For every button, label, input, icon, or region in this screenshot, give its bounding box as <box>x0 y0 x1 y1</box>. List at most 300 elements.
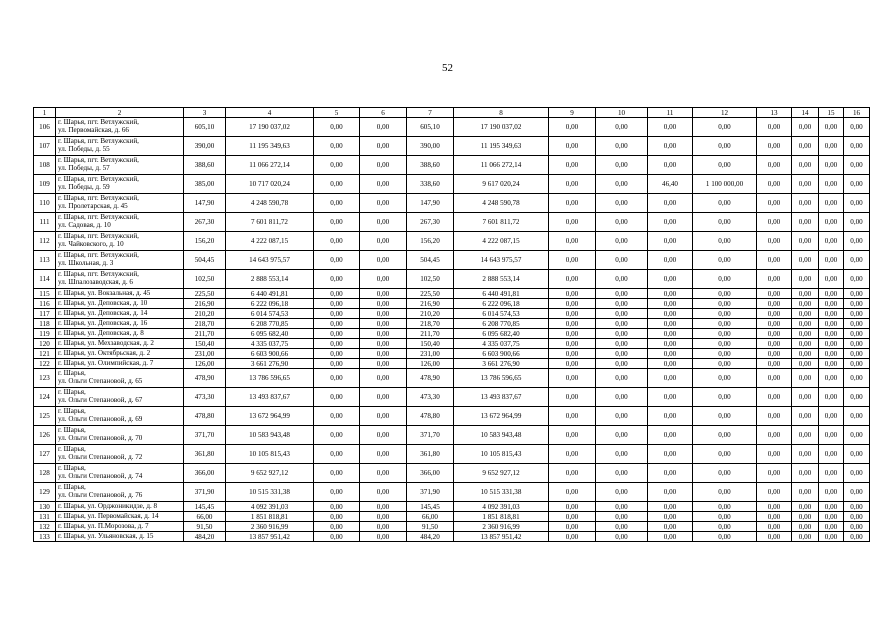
value-cell: 0,00 <box>549 532 596 542</box>
address-line: г. Шарья, пгт. Ветлужский, <box>58 194 139 203</box>
value-cell: 473,30 <box>407 388 454 407</box>
table-row <box>34 213 870 232</box>
address-line: г. Шарья, ул. Вокзальная, д. 45 <box>58 288 151 297</box>
value-cell: 0,00 <box>844 339 870 349</box>
value-cell: 0,00 <box>549 213 596 232</box>
value-cell: 0,00 <box>819 407 844 426</box>
header-cell: 9 <box>549 108 596 118</box>
value-cell: 0,00 <box>693 388 757 407</box>
value-cell: 0,00 <box>757 309 792 319</box>
value-cell: 46,40 <box>648 175 693 194</box>
value-cell: 7 601 811,72 <box>454 213 549 232</box>
value-cell: 0,00 <box>596 118 648 137</box>
value-cell: 0,00 <box>844 118 870 137</box>
value-cell: 0,00 <box>844 512 870 522</box>
value-cell: 0,00 <box>360 156 407 175</box>
address-cell <box>56 512 184 522</box>
address-line: г. Шарья, пгт. Ветлужский, <box>58 251 139 260</box>
value-cell: 150,40 <box>407 339 454 349</box>
value-cell: 0,00 <box>693 359 757 369</box>
address-cell <box>56 270 184 289</box>
value-cell: 0,00 <box>549 369 596 388</box>
value-cell: 13 786 596,65 <box>454 369 549 388</box>
value-cell: 0,00 <box>693 522 757 532</box>
value-cell: 0,00 <box>360 319 407 329</box>
value-cell: 13 672 964,99 <box>454 407 549 426</box>
value-cell: 0,00 <box>844 251 870 270</box>
row-number-cell: 123 <box>34 369 56 388</box>
value-cell: 0,00 <box>314 175 360 194</box>
value-cell: 0,00 <box>792 194 819 213</box>
value-cell: 126,00 <box>184 359 226 369</box>
value-cell: 0,00 <box>819 329 844 339</box>
address-cell <box>56 319 184 329</box>
value-cell: 0,00 <box>314 522 360 532</box>
value-cell: 361,80 <box>407 445 454 464</box>
value-cell: 0,00 <box>648 339 693 349</box>
value-cell: 0,00 <box>648 299 693 309</box>
value-cell: 2 360 916,99 <box>226 522 314 532</box>
address-cell <box>56 329 184 339</box>
value-cell: 0,00 <box>596 349 648 359</box>
value-cell: 0,00 <box>844 213 870 232</box>
value-cell: 0,00 <box>596 232 648 251</box>
row-number-cell: 130 <box>34 502 56 512</box>
value-cell: 0,00 <box>819 213 844 232</box>
value-cell: 484,20 <box>407 532 454 542</box>
value-cell: 0,00 <box>693 349 757 359</box>
value-cell: 0,00 <box>549 232 596 251</box>
row-number-cell: 120 <box>34 339 56 349</box>
value-cell: 371,70 <box>184 426 226 445</box>
value-cell: 6 440 491,81 <box>454 289 549 299</box>
table-row <box>34 349 870 359</box>
value-cell: 0,00 <box>596 388 648 407</box>
value-cell: 0,00 <box>360 175 407 194</box>
value-cell: 0,00 <box>648 137 693 156</box>
address-cell <box>56 349 184 359</box>
value-cell: 0,00 <box>314 464 360 483</box>
address-cell <box>56 388 184 407</box>
value-cell: 0,00 <box>596 270 648 289</box>
value-cell: 0,00 <box>819 502 844 512</box>
value-cell: 0,00 <box>549 329 596 339</box>
table-row <box>34 156 870 175</box>
table-row <box>34 232 870 251</box>
value-cell: 10 717 020,24 <box>226 175 314 194</box>
value-cell: 0,00 <box>549 464 596 483</box>
row-number-cell: 132 <box>34 522 56 532</box>
value-cell: 0,00 <box>792 339 819 349</box>
value-cell: 0,00 <box>819 445 844 464</box>
value-cell: 11 195 349,63 <box>454 137 549 156</box>
value-cell: 0,00 <box>314 329 360 339</box>
value-cell: 267,30 <box>184 213 226 232</box>
value-cell: 0,00 <box>844 464 870 483</box>
value-cell: 0,00 <box>844 445 870 464</box>
value-cell: 10 515 331,38 <box>226 483 314 502</box>
value-cell: 231,00 <box>184 349 226 359</box>
value-cell: 0,00 <box>549 137 596 156</box>
value-cell: 6 603 900,66 <box>454 349 549 359</box>
address-line: ул. Победы, д. 57 <box>58 164 110 172</box>
address-line: ул. Шпалозаводская, д. 6 <box>58 278 133 286</box>
address-line: ул. Ольги Степановой, д. 72 <box>58 453 143 461</box>
value-cell: 0,00 <box>360 251 407 270</box>
value-cell: 504,45 <box>184 251 226 270</box>
value-cell: 0,00 <box>596 359 648 369</box>
header-cell: 10 <box>596 108 648 118</box>
value-cell: 0,00 <box>549 388 596 407</box>
value-cell: 504,45 <box>407 251 454 270</box>
value-cell: 0,00 <box>360 369 407 388</box>
value-cell: 147,90 <box>184 194 226 213</box>
value-cell: 0,00 <box>757 359 792 369</box>
value-cell: 0,00 <box>819 156 844 175</box>
value-cell: 0,00 <box>314 299 360 309</box>
value-cell: 0,00 <box>792 349 819 359</box>
address-line: г. Шарья, пгт. Ветлужский, <box>58 175 139 184</box>
address-cell <box>56 483 184 502</box>
value-cell: 0,00 <box>648 369 693 388</box>
value-cell: 0,00 <box>792 532 819 542</box>
value-cell: 0,00 <box>844 522 870 532</box>
address-line: ул. Ольги Степановой, д. 70 <box>58 434 143 442</box>
value-cell: 0,00 <box>757 270 792 289</box>
row-number-cell: 109 <box>34 175 56 194</box>
value-cell: 0,00 <box>792 309 819 319</box>
value-cell: 0,00 <box>314 532 360 542</box>
value-cell: 0,00 <box>314 156 360 175</box>
value-cell: 0,00 <box>360 445 407 464</box>
value-cell: 0,00 <box>648 289 693 299</box>
value-cell: 0,00 <box>549 349 596 359</box>
header-row <box>34 108 870 118</box>
value-cell: 484,20 <box>184 532 226 542</box>
value-cell: 0,00 <box>693 299 757 309</box>
table-row <box>34 118 870 137</box>
value-cell: 0,00 <box>693 137 757 156</box>
value-cell: 0,00 <box>844 359 870 369</box>
value-cell: 0,00 <box>819 299 844 309</box>
value-cell: 478,90 <box>184 369 226 388</box>
table-row <box>34 309 870 319</box>
value-cell: 0,00 <box>549 445 596 464</box>
address-cell <box>56 532 184 542</box>
value-cell: 1 100 000,00 <box>693 175 757 194</box>
value-cell: 0,00 <box>549 194 596 213</box>
value-cell: 6 095 682,40 <box>454 329 549 339</box>
address-cell <box>56 251 184 270</box>
value-cell: 225,50 <box>407 289 454 299</box>
value-cell: 0,00 <box>792 426 819 445</box>
address-line: г. Шарья, <box>58 426 86 435</box>
row-number-cell: 107 <box>34 137 56 156</box>
value-cell: 0,00 <box>757 213 792 232</box>
value-cell: 6 095 682,40 <box>226 329 314 339</box>
value-cell: 10 105 815,43 <box>226 445 314 464</box>
table-row <box>34 194 870 213</box>
table-row <box>34 522 870 532</box>
value-cell: 366,00 <box>407 464 454 483</box>
address-line: г. Шарья, пгт. Ветлужский, <box>58 118 139 127</box>
row-number-cell: 116 <box>34 299 56 309</box>
value-cell: 13 672 964,99 <box>226 407 314 426</box>
value-cell: 13 857 951,42 <box>454 532 549 542</box>
value-cell: 0,00 <box>757 512 792 522</box>
header-cell: 3 <box>184 108 226 118</box>
value-cell: 0,00 <box>757 137 792 156</box>
header-cell: 11 <box>648 108 693 118</box>
value-cell: 0,00 <box>792 329 819 339</box>
value-cell: 0,00 <box>693 426 757 445</box>
value-cell: 0,00 <box>596 369 648 388</box>
value-cell: 0,00 <box>819 483 844 502</box>
address-cell <box>56 156 184 175</box>
value-cell: 0,00 <box>360 359 407 369</box>
value-cell: 0,00 <box>844 309 870 319</box>
value-cell: 0,00 <box>693 464 757 483</box>
value-cell: 6 014 574,53 <box>226 309 314 319</box>
value-cell: 0,00 <box>314 445 360 464</box>
row-number-cell: 106 <box>34 118 56 137</box>
value-cell: 4 248 590,78 <box>226 194 314 213</box>
value-cell: 6 603 900,66 <box>226 349 314 359</box>
value-cell: 478,90 <box>407 369 454 388</box>
value-cell: 0,00 <box>549 175 596 194</box>
address-cell <box>56 118 184 137</box>
page-number: 52 <box>442 62 453 74</box>
address-line: ул. Школьная, д. 3 <box>58 259 114 267</box>
value-cell: 0,00 <box>314 369 360 388</box>
row-number-cell: 108 <box>34 156 56 175</box>
value-cell: 0,00 <box>549 359 596 369</box>
value-cell: 0,00 <box>693 118 757 137</box>
value-cell: 7 601 811,72 <box>226 213 314 232</box>
value-cell: 4 335 037,75 <box>454 339 549 349</box>
value-cell: 4 248 590,78 <box>454 194 549 213</box>
value-cell: 0,00 <box>360 522 407 532</box>
row-number-cell: 122 <box>34 359 56 369</box>
value-cell: 0,00 <box>819 349 844 359</box>
value-cell: 17 190 037,02 <box>226 118 314 137</box>
row-number-cell: 110 <box>34 194 56 213</box>
value-cell: 0,00 <box>757 118 792 137</box>
value-cell: 0,00 <box>360 426 407 445</box>
value-cell: 0,00 <box>314 359 360 369</box>
table-row <box>34 502 870 512</box>
value-cell: 0,00 <box>314 483 360 502</box>
value-cell: 0,00 <box>648 319 693 329</box>
value-cell: 0,00 <box>819 289 844 299</box>
value-cell: 0,00 <box>314 309 360 319</box>
value-cell: 371,90 <box>407 483 454 502</box>
value-cell: 0,00 <box>314 194 360 213</box>
address-line: г. Шарья, ул. Деповская, д. 14 <box>58 308 148 317</box>
value-cell: 0,00 <box>596 156 648 175</box>
value-cell: 126,00 <box>407 359 454 369</box>
value-cell: 0,00 <box>757 175 792 194</box>
value-cell: 361,80 <box>184 445 226 464</box>
value-cell: 0,00 <box>757 156 792 175</box>
address-line: г. Шарья, <box>58 388 86 397</box>
value-cell: 0,00 <box>596 522 648 532</box>
header-cell: 7 <box>407 108 454 118</box>
value-cell: 0,00 <box>360 512 407 522</box>
row-number-cell: 111 <box>34 213 56 232</box>
value-cell: 371,90 <box>184 483 226 502</box>
row-number-cell: 131 <box>34 512 56 522</box>
value-cell: 0,00 <box>792 289 819 299</box>
value-cell: 0,00 <box>596 512 648 522</box>
value-cell: 91,50 <box>184 522 226 532</box>
value-cell: 3 661 276,90 <box>226 359 314 369</box>
value-cell: 0,00 <box>648 483 693 502</box>
header-cell: 13 <box>757 108 792 118</box>
value-cell: 478,80 <box>184 407 226 426</box>
value-cell: 0,00 <box>844 407 870 426</box>
value-cell: 0,00 <box>648 388 693 407</box>
value-cell: 0,00 <box>648 156 693 175</box>
value-cell: 0,00 <box>819 522 844 532</box>
value-cell: 0,00 <box>844 232 870 251</box>
value-cell: 338,60 <box>407 175 454 194</box>
value-cell: 0,00 <box>314 502 360 512</box>
value-cell: 0,00 <box>792 118 819 137</box>
address-line: г. Шарья, пгт. Ветлужский, <box>58 213 139 222</box>
table-row <box>34 251 870 270</box>
value-cell: 91,50 <box>407 522 454 532</box>
value-cell: 0,00 <box>844 483 870 502</box>
value-cell: 13 493 837,67 <box>226 388 314 407</box>
value-cell: 0,00 <box>360 118 407 137</box>
value-cell: 0,00 <box>596 299 648 309</box>
value-cell: 0,00 <box>792 512 819 522</box>
address-line: г. Шарья, ул. Октябрьская, д. 2 <box>58 348 151 357</box>
row-number-cell: 117 <box>34 309 56 319</box>
value-cell: 145,45 <box>407 502 454 512</box>
value-cell: 0,00 <box>819 369 844 388</box>
value-cell: 0,00 <box>757 299 792 309</box>
header-cell: 1 <box>34 108 56 118</box>
table-row <box>34 532 870 542</box>
value-cell: 210,20 <box>407 309 454 319</box>
value-cell: 0,00 <box>549 289 596 299</box>
value-cell: 4 222 087,15 <box>226 232 314 251</box>
value-cell: 0,00 <box>360 502 407 512</box>
value-cell: 231,00 <box>407 349 454 359</box>
value-cell: 0,00 <box>819 270 844 289</box>
address-line: г. Шарья, ул. Ульяновская, д. 15 <box>58 531 154 540</box>
value-cell: 66,00 <box>407 512 454 522</box>
value-cell: 0,00 <box>792 299 819 309</box>
value-cell: 0,00 <box>844 175 870 194</box>
value-cell: 0,00 <box>693 339 757 349</box>
value-cell: 10 105 815,43 <box>454 445 549 464</box>
value-cell: 0,00 <box>596 407 648 426</box>
value-cell: 0,00 <box>648 329 693 339</box>
value-cell: 0,00 <box>314 232 360 251</box>
value-cell: 473,30 <box>184 388 226 407</box>
table-row <box>34 319 870 329</box>
value-cell: 218,70 <box>184 319 226 329</box>
value-cell: 0,00 <box>549 299 596 309</box>
address-line: ул. Первомайская, д. 66 <box>58 126 129 134</box>
value-cell: 9 652 927,12 <box>226 464 314 483</box>
value-cell: 0,00 <box>549 270 596 289</box>
value-cell: 388,60 <box>184 156 226 175</box>
address-line: г. Шарья, пгт. Ветлужский, <box>58 232 139 241</box>
value-cell: 0,00 <box>596 329 648 339</box>
value-cell: 0,00 <box>819 309 844 319</box>
value-cell: 147,90 <box>407 194 454 213</box>
value-cell: 0,00 <box>693 483 757 502</box>
value-cell: 0,00 <box>757 522 792 532</box>
address-line: ул. Чайковского, д. 10 <box>58 240 124 248</box>
address-cell <box>56 522 184 532</box>
value-cell: 0,00 <box>792 232 819 251</box>
address-cell <box>56 464 184 483</box>
value-cell: 218,70 <box>407 319 454 329</box>
value-cell: 0,00 <box>596 213 648 232</box>
value-cell: 0,00 <box>819 194 844 213</box>
value-cell: 0,00 <box>360 232 407 251</box>
value-cell: 0,00 <box>596 251 648 270</box>
value-cell: 0,00 <box>596 464 648 483</box>
address-line: г. Шарья, <box>58 464 86 473</box>
value-cell: 0,00 <box>757 407 792 426</box>
row-number-cell: 127 <box>34 445 56 464</box>
value-cell: 0,00 <box>648 194 693 213</box>
address-cell <box>56 137 184 156</box>
value-cell: 0,00 <box>819 426 844 445</box>
address-cell <box>56 407 184 426</box>
value-cell: 0,00 <box>549 522 596 532</box>
value-cell: 0,00 <box>819 137 844 156</box>
value-cell: 0,00 <box>757 464 792 483</box>
value-cell: 0,00 <box>693 232 757 251</box>
value-cell: 0,00 <box>596 445 648 464</box>
value-cell: 0,00 <box>549 407 596 426</box>
address-cell <box>56 309 184 319</box>
value-cell: 0,00 <box>844 349 870 359</box>
row-number-cell: 113 <box>34 251 56 270</box>
address-line: г. Шарья, ул. Олимпийская, д. 7 <box>58 358 154 367</box>
value-cell: 0,00 <box>314 388 360 407</box>
value-cell: 0,00 <box>596 289 648 299</box>
value-cell: 0,00 <box>693 329 757 339</box>
value-cell: 0,00 <box>844 289 870 299</box>
address-line: ул. Победы, д. 59 <box>58 183 110 191</box>
value-cell: 0,00 <box>596 194 648 213</box>
value-cell: 0,00 <box>360 137 407 156</box>
value-cell: 13 493 837,67 <box>454 388 549 407</box>
header-cell: 14 <box>792 108 819 118</box>
value-cell: 0,00 <box>757 319 792 329</box>
value-cell: 0,00 <box>648 464 693 483</box>
value-cell: 0,00 <box>314 339 360 349</box>
value-cell: 0,00 <box>844 502 870 512</box>
value-cell: 0,00 <box>844 388 870 407</box>
value-cell: 0,00 <box>792 464 819 483</box>
address-line: г. Шарья, ул. Деповская, д. 10 <box>58 298 148 307</box>
value-cell: 0,00 <box>648 251 693 270</box>
header-cell: 4 <box>226 108 314 118</box>
row-number-cell: 133 <box>34 532 56 542</box>
value-cell: 0,00 <box>693 289 757 299</box>
value-cell: 0,00 <box>596 502 648 512</box>
value-cell: 0,00 <box>648 232 693 251</box>
